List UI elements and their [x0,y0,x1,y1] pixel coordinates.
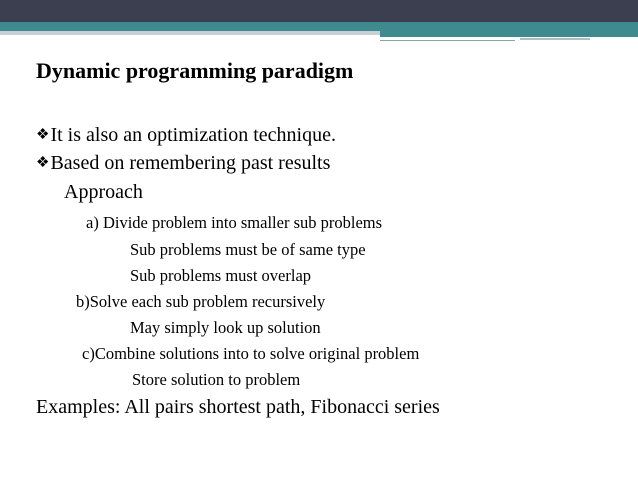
bullet-1: ❖It is also an optimization technique. [36,124,336,146]
header-accent-bar [380,31,638,37]
step-a-sub-1: Sub problems must be of same type [130,240,366,259]
header-accent-line-2 [520,38,590,40]
examples-line: Examples: All pairs shortest path, Fibonacci series [36,396,440,418]
header-bar-teal [0,22,638,31]
step-b-sub-1: May simply look up solution [130,318,321,337]
bullet-2: ❖Based on remembering past results [36,152,331,174]
diamond-bullet-icon: ❖ [36,155,50,171]
step-c: c)Combine solutions into to solve original problem [82,344,420,363]
slide-title: Dynamic programming paradigm [36,58,354,83]
approach-heading: Approach [64,181,143,203]
header-accent-line [380,40,515,41]
step-b: b)Solve each sub problem recursively [76,292,326,311]
step-a: a) Divide problem into smaller sub problems [86,213,383,232]
step-c-sub-1: Store solution to problem [132,370,301,389]
diamond-bullet-icon: ❖ [36,127,50,143]
step-a-sub-2: Sub problems must overlap [130,266,312,285]
header-bar-dark [0,0,638,22]
